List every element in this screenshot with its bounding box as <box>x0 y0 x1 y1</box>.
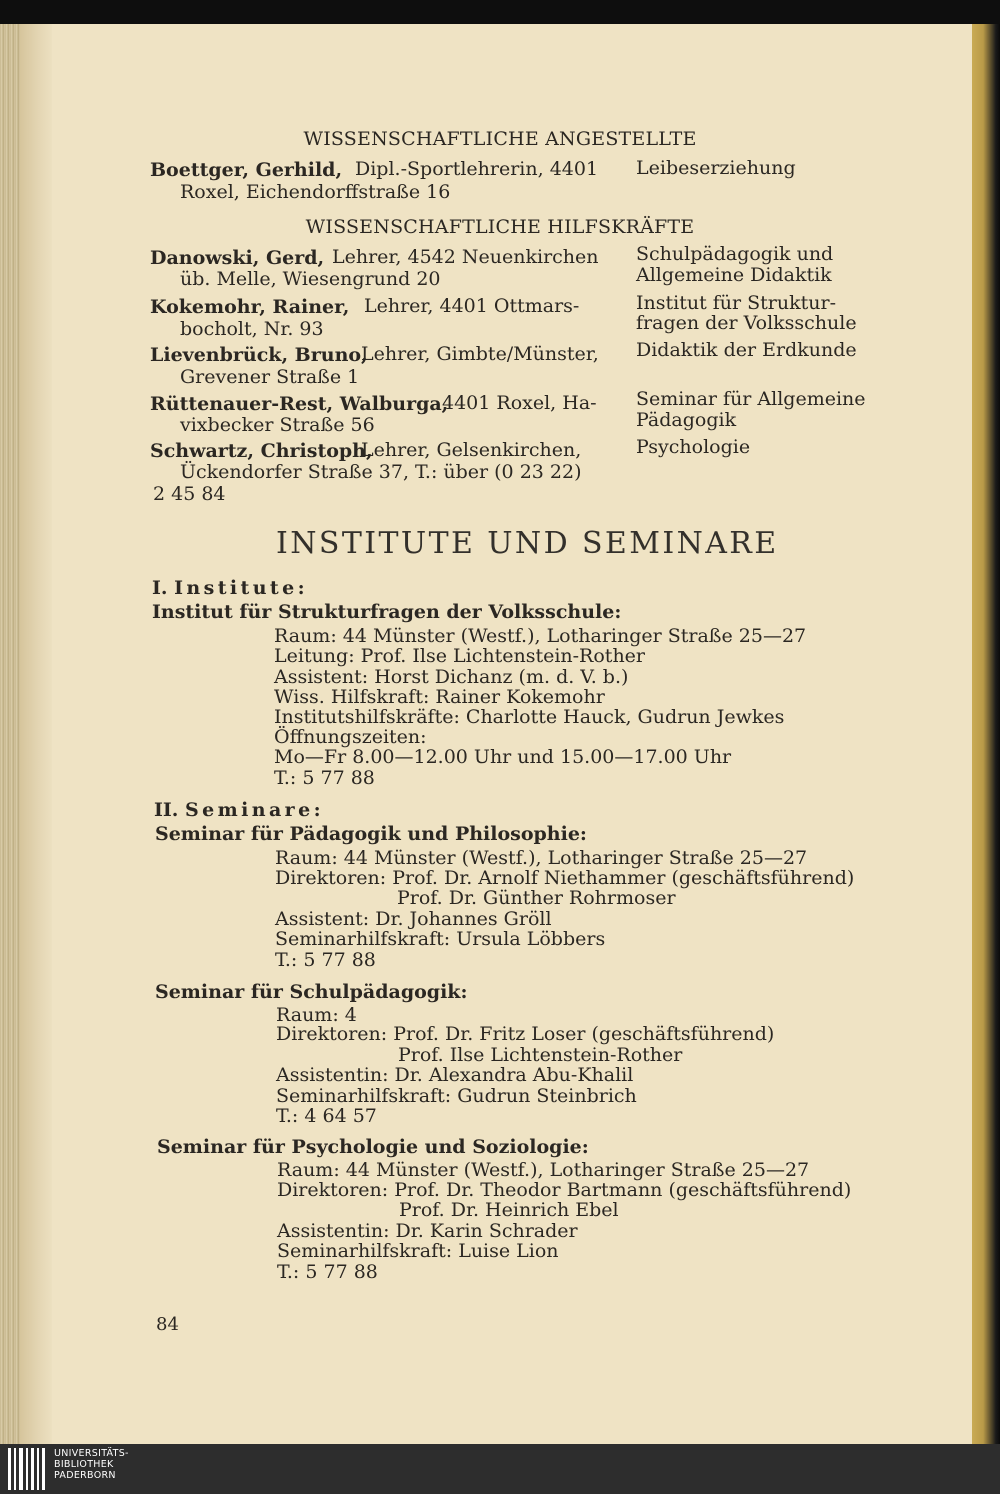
entry-line: Raum: 44 Münster (Westf.), Lotharinger Straße 25—27 <box>274 625 807 647</box>
logo-line: PADERBORN <box>54 1470 116 1481</box>
assistant-line: Ückendorfer Straße 37, T.: über (0 23 22) <box>180 461 582 483</box>
assistant-name: Schwartz, Christoph, <box>150 440 373 462</box>
entry-line: Direktoren: Prof. Dr. Theodor Bartmann (geschäftsführend) <box>277 1179 852 1201</box>
entry-line: Assistent: Horst Dichanz (m. d. V. b.) <box>274 666 629 688</box>
section-number: II. <box>154 799 179 821</box>
heading-staff: WISSENSCHAFTLICHE ANGESTELLTE <box>303 128 697 150</box>
entry-title: Seminar für Psychologie und Soziologie: <box>157 1136 589 1158</box>
entry-line: Öffnungszeiten: <box>274 726 427 748</box>
section-title: Institute: <box>174 577 309 599</box>
assistant-subject: Schulpädagogik und <box>636 243 834 265</box>
entry-line: Assistentin: Dr. Karin Schrader <box>277 1220 578 1242</box>
entry-line: Prof. Ilse Lichtenstein-Rother <box>398 1044 683 1066</box>
section-label <box>154 800 324 821</box>
entry-line: Mo—Fr 8.00—12.00 Uhr und 15.00—17.00 Uhr <box>274 746 732 768</box>
entry-line: T.: 5 77 88 <box>277 1261 378 1283</box>
staff-subject: Leibeserziehung <box>636 157 796 179</box>
entry-line: Raum: 44 Münster (Westf.), Lotharinger Straße 25—27 <box>277 1159 810 1181</box>
assistant-subject: fragen der Volksschule <box>636 312 857 334</box>
entry-line: T.: 5 77 88 <box>274 767 375 789</box>
assistant-line: bocholt, Nr. 93 <box>180 318 324 340</box>
assistant-subject: Pädagogik <box>636 409 737 431</box>
assistant-line: 2 45 84 <box>153 483 226 505</box>
section-label <box>152 578 308 599</box>
entry-line: Assistent: Dr. Johannes Gröll <box>275 908 552 930</box>
assistant-subject: Seminar für Allgemeine <box>636 388 866 410</box>
section-number: I. <box>152 577 168 599</box>
entry-line: Wiss. Hilfskraft: Rainer Kokemohr <box>274 686 605 708</box>
assistant-subject: Psychologie <box>636 436 751 458</box>
assistant-name: Lievenbrück, Bruno, <box>150 344 368 366</box>
assistant-line: Lehrer, 4401 Ottmars- <box>364 295 580 317</box>
entry-line: Seminarhilfskraft: Gudrun Steinbrich <box>276 1085 637 1107</box>
section-title: Seminare: <box>185 799 324 821</box>
staff-line: Dipl.-Sportlehrerin, 4401 <box>355 158 599 180</box>
entry-line: Leitung: Prof. Ilse Lichtenstein-Rother <box>274 645 646 667</box>
logo-text <box>54 1448 129 1481</box>
logo-line: UNIVERSITÄTS- <box>54 1448 129 1459</box>
assistant-name: Danowski, Gerd, <box>150 247 325 269</box>
assistant-line: Lehrer, Gimbte/Münster, <box>361 343 599 365</box>
assistant-subject: Allgemeine Didaktik <box>636 264 832 286</box>
library-footer-bar <box>0 1444 1000 1494</box>
assistant-name: Rüttenauer-Rest, Walburga, <box>150 393 449 415</box>
entry-line: Raum: 44 Münster (Westf.), Lotharinger Straße 25—27 <box>275 847 808 869</box>
assistant-line: 4401 Roxel, Ha- <box>442 392 597 414</box>
entry-line: Prof. Dr. Günther Rohrmoser <box>397 887 676 909</box>
scan-top-border <box>0 0 1000 24</box>
main-heading: INSTITUTE UND SEMINARE <box>276 526 779 561</box>
entry-title: Seminar für Pädagogik und Philosophie: <box>155 823 587 845</box>
logo-bars-icon <box>8 1448 48 1490</box>
assistant-line: Grevener Straße 1 <box>180 366 360 388</box>
assistant-subject: Didaktik der Erdkunde <box>636 339 857 361</box>
entry-line: Seminarhilfskraft: Luise Lion <box>277 1240 559 1262</box>
entry-line: Assistentin: Dr. Alexandra Abu-Khalil <box>276 1064 634 1086</box>
assistant-line: üb. Melle, Wiesengrund 20 <box>180 268 441 290</box>
entry-line: Institutshilfskräfte: Charlotte Hauck, Gudrun Jewkes <box>274 706 785 728</box>
heading-assistants: WISSENSCHAFTLICHE HILFSKRÄFTE <box>305 216 695 238</box>
entry-line: T.: 5 77 88 <box>275 949 376 971</box>
entry-title: Institut für Strukturfragen der Volksschule: <box>152 601 622 623</box>
staff-name: Boettger, Gerhild, <box>150 159 343 181</box>
page-number: 84 <box>156 1314 179 1335</box>
assistant-name: Kokemohr, Rainer, <box>150 296 350 318</box>
entry-line: Prof. Dr. Heinrich Ebel <box>399 1199 619 1221</box>
entry-line: Direktoren: Prof. Dr. Arnolf Niethammer (geschäftsführend) <box>275 867 855 889</box>
entry-title: Seminar für Schulpädagogik: <box>155 981 468 1003</box>
entry-line: Seminarhilfskraft: Ursula Löbbers <box>275 928 606 950</box>
assistant-line: Lehrer, Gelsenkirchen, <box>361 439 582 461</box>
assistant-line: vixbecker Straße 56 <box>180 414 375 436</box>
assistant-subject: Institut für Struktur- <box>636 292 837 314</box>
logo-line: BIBLIOTHEK <box>54 1459 114 1470</box>
entry-line: T.: 4 64 57 <box>276 1105 377 1127</box>
staff-line: Roxel, Eichendorffstraße 16 <box>180 181 451 203</box>
entry-line: Raum: 4 <box>276 1004 357 1026</box>
assistant-line: Lehrer, 4542 Neuenkirchen <box>332 246 599 268</box>
entry-line: Direktoren: Prof. Dr. Fritz Loser (geschäftsführend) <box>276 1023 775 1045</box>
